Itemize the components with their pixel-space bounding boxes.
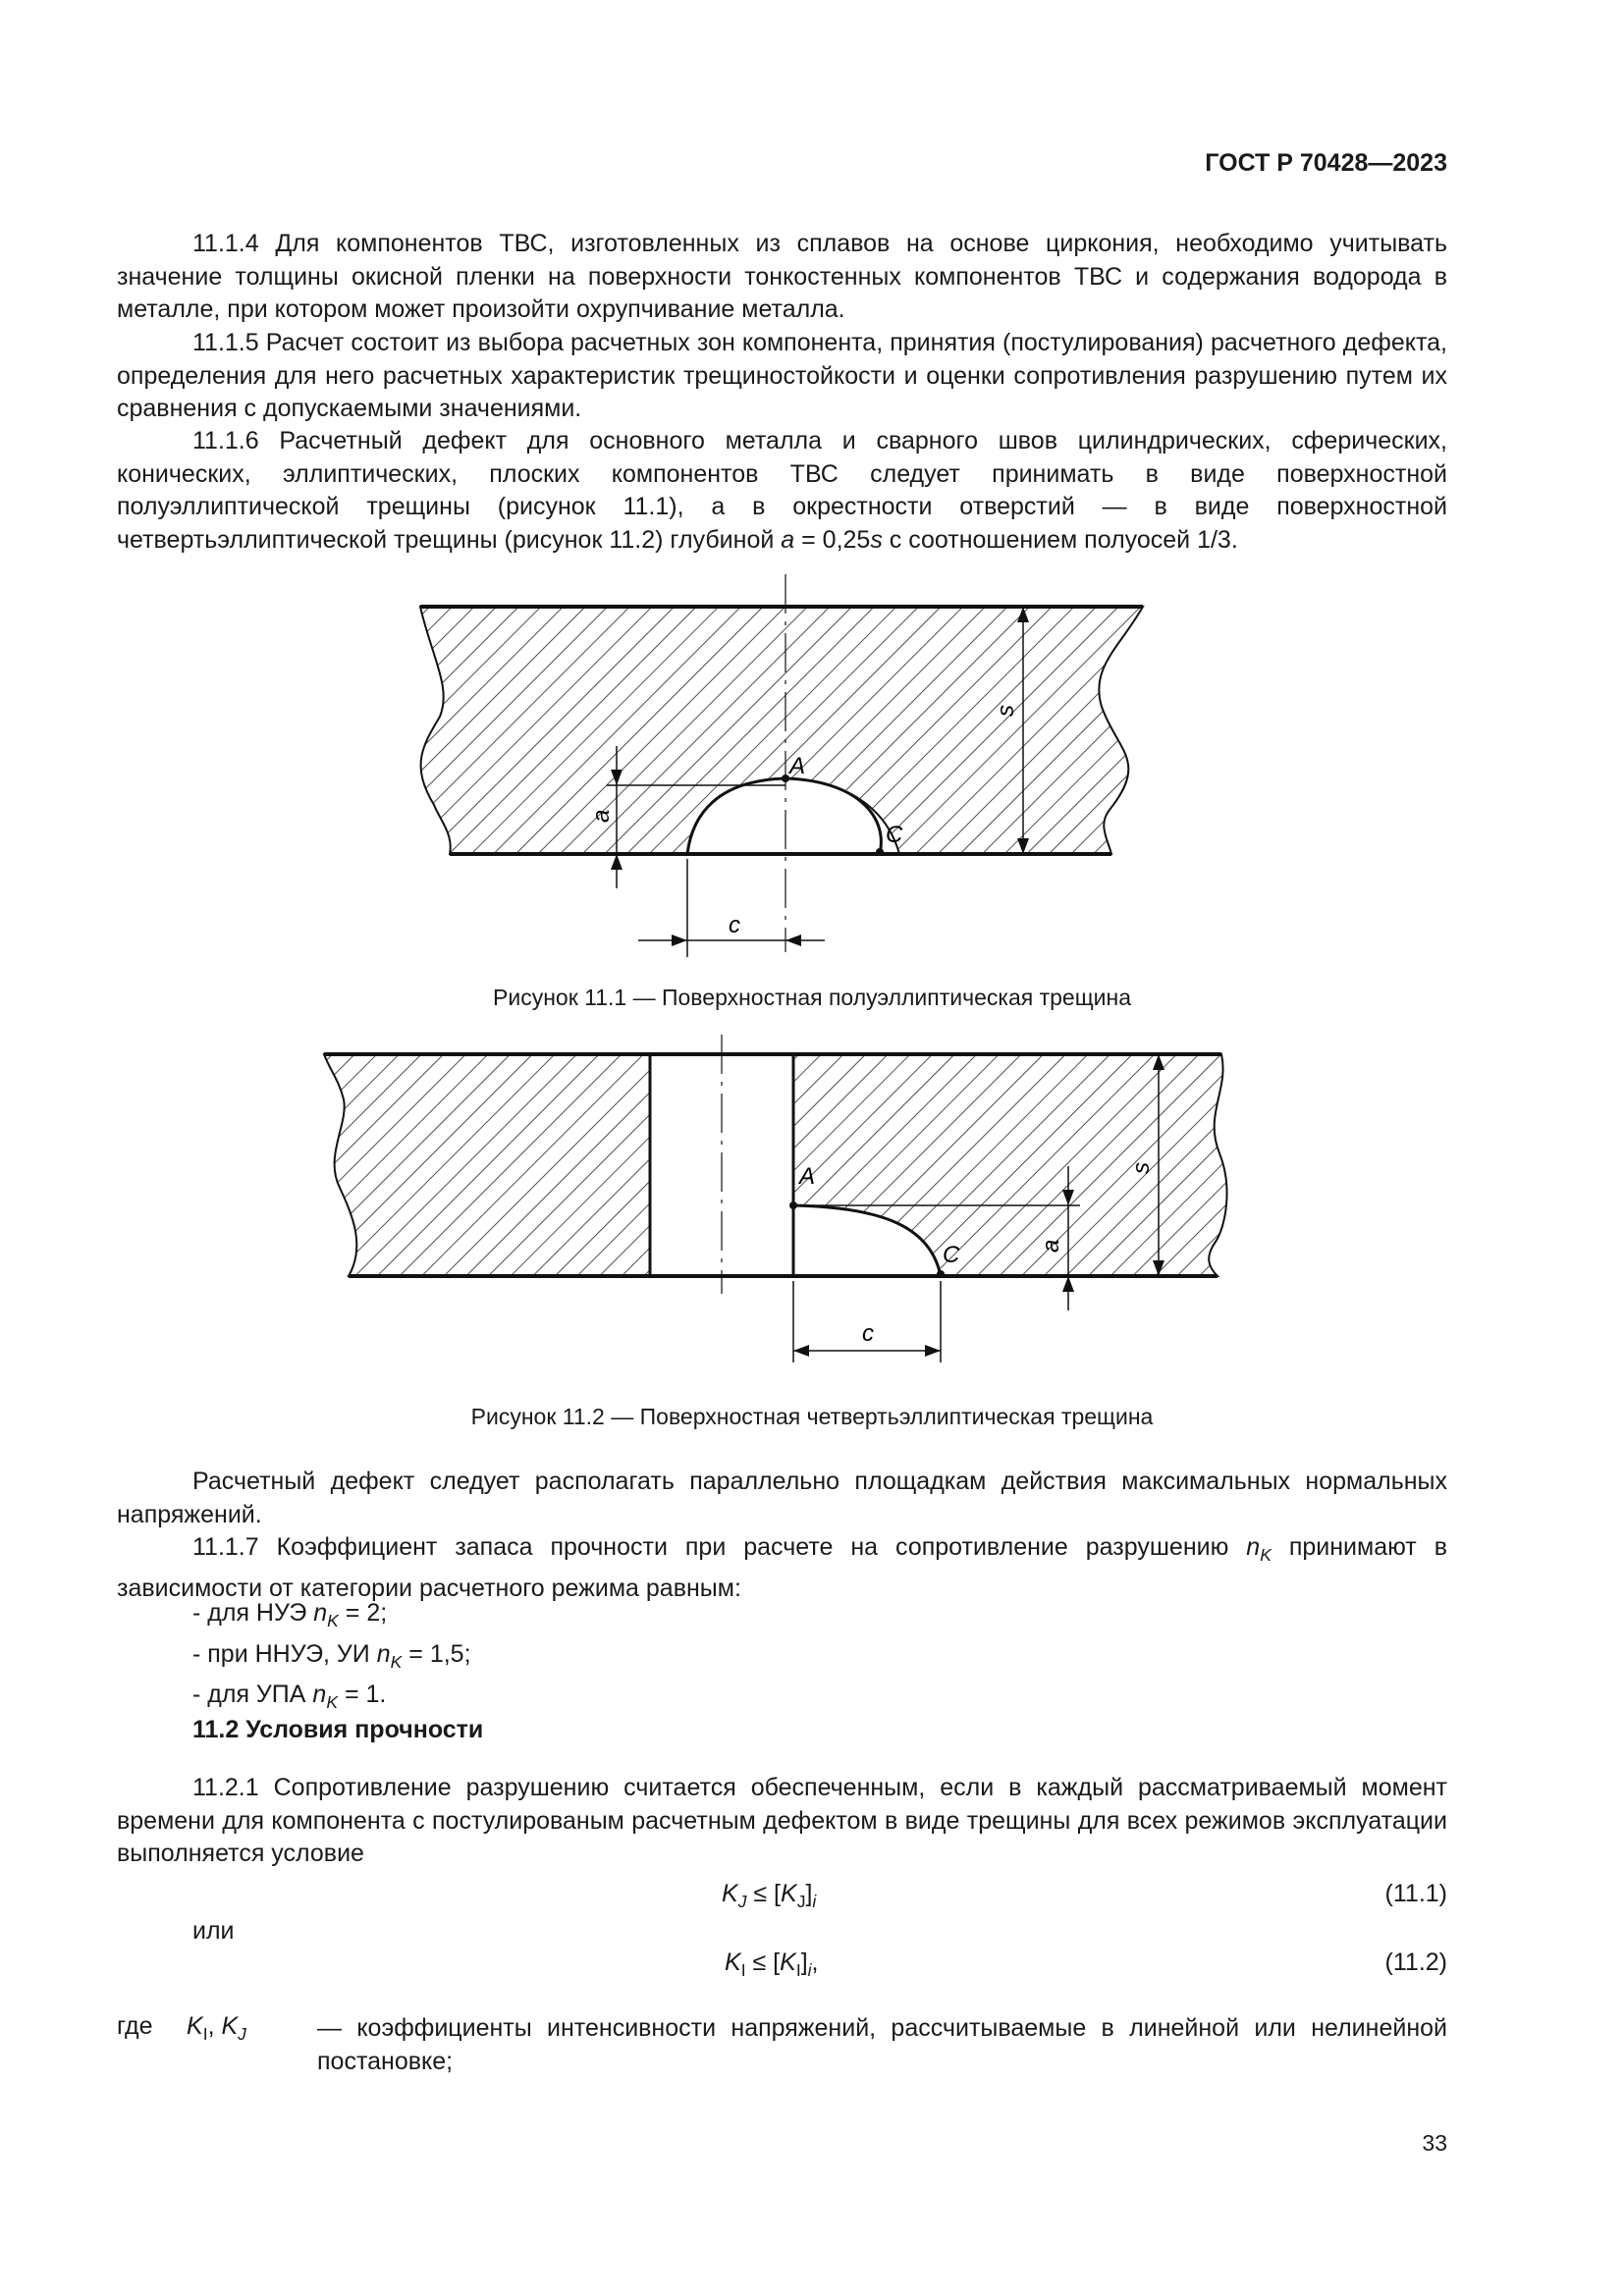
dimension-s-label: s <box>993 705 1019 717</box>
section-heading: 11.2 Условия прочности <box>192 1716 484 1743</box>
list-item: - для НУЭ $n_K = 2$; <box>192 1599 388 1630</box>
paragraph-11-1-7: 11.1.7 Коэффициент запаса прочности при расчете на сопротивление разрушению $n_K$ принимают в зависимости от категории расчетного режима равным: <box>117 1533 1447 1602</box>
page-number: 33 <box>1422 2130 1447 2156</box>
paragraph-11-1-4: 11.1.4 Для компонентов ТВС, изготовленных из сплавов на основе циркония, необходимо учитывать значение толщины окисной пленки на поверхности тонкостенных компонентов ТВС и содержания водорода в металле, при котором может произойти охрупчивание металла. <box>117 230 1447 323</box>
or-word: или <box>192 1917 235 1945</box>
dimension-c-label: c <box>862 1320 874 1347</box>
formula-11-1: $K_J \le [K_J]_i$ <box>722 1880 817 1911</box>
list-item: - при ННУЭ, УИ $n_K = 1,5$; <box>192 1639 471 1672</box>
formula-number: (11.1) <box>1384 1880 1447 1907</box>
dimension-c-label: c <box>729 912 740 938</box>
where-symbols: $K_I$, $K_J$ <box>187 2012 246 2044</box>
where-word: где <box>117 2012 153 2040</box>
dimension-a-label: a <box>588 809 615 823</box>
figure-11-1-diagram <box>0 569 1624 962</box>
point-c-label: C <box>943 1242 960 1268</box>
paragraph-defect-orientation: Расчетный дефект следует располагать параллельно площадкам действия максимальных нормальных напряжений. <box>117 1468 1447 1528</box>
safety-factor-list <box>192 1597 471 1720</box>
formula-11-2: $K_I \le [K_I]_i$, <box>725 1949 819 1980</box>
figure-11-2-diagram <box>0 1031 1624 1374</box>
where-definition: — коэффициенты интенсивности напряжений, рассчитываемые в линейной или нелинейной постановке; <box>317 2014 1447 2075</box>
document-header: ГОСТ Р 70428—2023 <box>1205 149 1447 177</box>
figure-11-2-caption: Рисунок 11.2 — Поверхностная четвертьэллиптическая трещина <box>470 1404 1154 1429</box>
dimension-a-label: a <box>1038 1239 1064 1253</box>
list-item: - для УПА $n_K = 1$. <box>192 1681 387 1712</box>
figure-11-1-caption: Рисунок 11.1 — Поверхностная полуэллиптическая трещина <box>493 985 1131 1010</box>
paragraph-11-1-6: 11.1.6 Расчетный дефект для основного металла и сварного швов цилиндрических, сферических, конических, эллиптических, плоских компонентов ТВС следует принимать в виде поверхностной полуэллиптической трещины (рисунок 11.1), а в окрестности отверстий — в виде поверхностной четвертьэллиптической трещины (рисунок 11.2) глубиной a = 0,25s с соотношением полуосей 1/3. <box>117 427 1447 554</box>
point-a-label: A <box>799 1163 816 1190</box>
point-c-label: C <box>886 822 903 848</box>
plate-left-hatched <box>324 1054 650 1276</box>
paragraph-11-1-5: 11.1.5 Расчет состоит из выбора расчетных зон компонента, принятия (постулирования) расчетного дефекта, определения для него расчетных характеристик трещиностойкости и оценки сопротивления разрушению путем их сравнения с допускаемыми значениями. <box>117 329 1447 422</box>
formula-number: (11.2) <box>1384 1949 1447 1976</box>
plate-right-hatched <box>793 1054 1227 1276</box>
plate-hatched-body <box>420 607 1143 854</box>
dimension-s-label: s <box>1128 1162 1155 1174</box>
paragraph-11-2-1: 11.2.1 Сопротивление разрушению считается обеспеченным, если в каждый рассматриваемый момент времени для компонента с постулированым расчетным дефектом в виде трещины для всех режимов эксплуатации выполняется условие <box>117 1774 1447 1867</box>
point-a-label: A <box>789 753 806 779</box>
